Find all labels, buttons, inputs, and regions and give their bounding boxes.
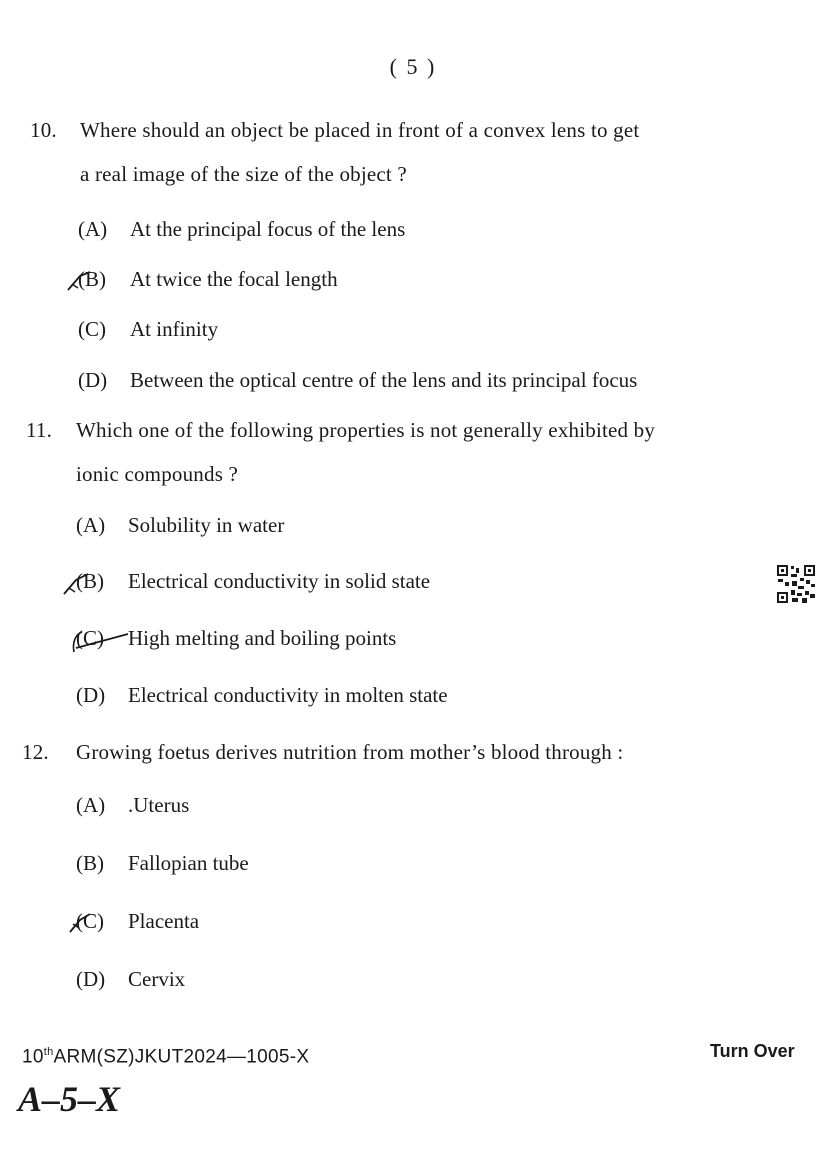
option-label: (A)	[78, 217, 108, 241]
question-number: 12.	[22, 740, 49, 764]
option-label: (C)	[76, 626, 104, 650]
option-text: Electrical conductivity in solid state	[128, 569, 431, 593]
question-text-continued: ionic compounds ?	[76, 462, 239, 486]
exam-code	[22, 1046, 309, 1068]
option-text: .Uterus	[128, 793, 190, 817]
exam-code-rest: ARM(SZ)JKUT2024—1005-X	[53, 1046, 310, 1068]
option-text: Between the optical centre of the lens and its principal focus	[130, 368, 638, 392]
option-label: (A)	[76, 513, 106, 537]
qr-code-icon	[776, 564, 816, 604]
option-label: (A)	[76, 793, 106, 817]
question-number: 11.	[26, 418, 53, 442]
question-text: Where should an object be placed in front of a convex lens to get	[80, 118, 640, 142]
option-text: At the principal focus of the lens	[130, 217, 406, 241]
option-10-d	[78, 368, 637, 393]
option-text: High melting and boiling points	[128, 626, 397, 650]
question-text: Which one of the following properties is not generally exhibited by	[76, 418, 656, 442]
option-text: Cervix	[128, 967, 186, 991]
turn-over-label: Turn Over	[710, 1041, 795, 1061]
option-10-c	[78, 317, 218, 342]
option-label: (D)	[76, 683, 106, 707]
page-number: ( 5 )	[389, 54, 437, 79]
option-text: At twice the focal length	[130, 267, 338, 291]
exam-code-prefix: 10	[22, 1046, 44, 1068]
question-text: Growing foetus derives nutrition from mother’s blood through :	[76, 740, 624, 764]
option-12-d	[76, 967, 185, 992]
option-label: (B)	[76, 569, 104, 593]
option-12-b	[76, 851, 249, 876]
option-text: Solubility in water	[128, 513, 285, 537]
question-number: 10.	[30, 118, 57, 142]
option-10-a	[78, 217, 405, 242]
option-label: (D)	[78, 368, 108, 392]
paper-code: A–5–X	[18, 1079, 121, 1119]
option-11-b	[76, 569, 430, 594]
question-12	[22, 730, 802, 774]
option-12-a	[76, 793, 189, 818]
option-text: Fallopian tube	[128, 851, 249, 875]
option-label: (B)	[78, 267, 106, 291]
option-10-b	[78, 267, 338, 292]
option-11-c	[76, 626, 396, 651]
option-text: At infinity	[130, 317, 219, 341]
question-10	[30, 108, 790, 198]
option-text: Electrical conductivity in molten state	[128, 683, 448, 707]
option-label: (D)	[76, 967, 106, 991]
option-label: (C)	[78, 317, 106, 341]
option-label: (B)	[76, 851, 104, 875]
question-text-continued: a real image of the size of the object ?	[80, 162, 407, 186]
option-11-d	[76, 683, 448, 708]
exam-code-superscript: th	[43, 1046, 54, 1058]
question-11	[26, 408, 796, 498]
option-12-c	[76, 909, 199, 934]
option-label: (C)	[76, 909, 104, 933]
option-11-a	[76, 513, 284, 538]
option-text: Placenta	[128, 909, 200, 933]
